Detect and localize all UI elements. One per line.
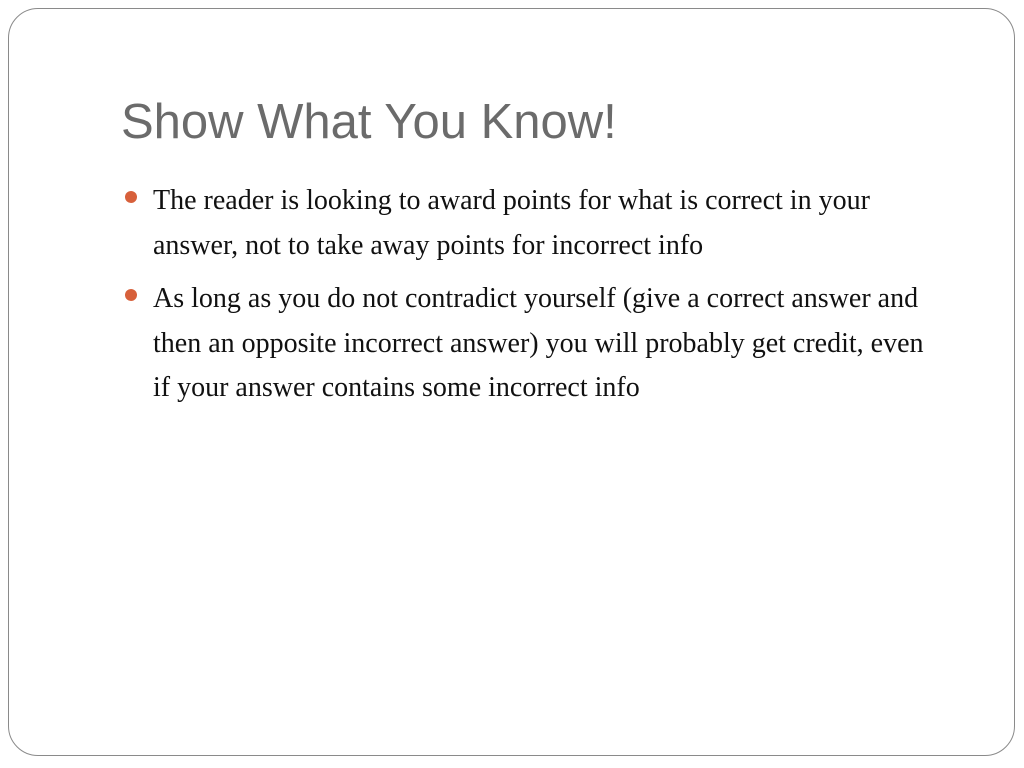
bullet-dot-icon (125, 289, 137, 301)
bullet-item (125, 277, 945, 411)
bullet-text: As long as you do not contradict yourself (give a correct answer and then an opposite incorrect answer) you will probably get credit, even if your answer contains some incorrect info (153, 283, 924, 403)
slide-title: Show What You Know! (121, 95, 617, 149)
bullet-dot-icon (125, 191, 137, 203)
bullet-item (125, 179, 945, 268)
bullet-list (125, 179, 945, 420)
bullet-text: The reader is looking to award points for what is correct in your answer, not to take away points for incorrect info (153, 185, 870, 261)
slide-frame (8, 8, 1015, 756)
